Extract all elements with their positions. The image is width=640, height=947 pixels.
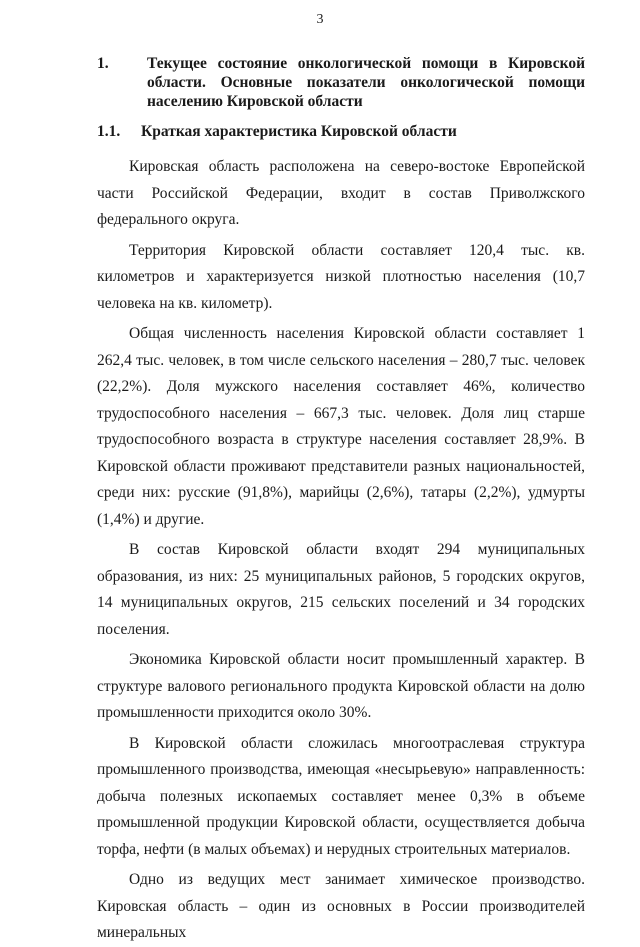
body-text <box>97 154 585 947</box>
paragraph: Территория Кировской области составляет 120,4 тыс. кв. километров и характеризуется низкой плотностью населения (10,7 человека на кв. километр). <box>97 241 585 312</box>
page-number: 3 <box>316 12 324 27</box>
paragraph: Экономика Кировской области носит промышленный характер. В структуре валового регионального продукта Кировской области на долю промышленности приходится около 30%. <box>97 651 585 721</box>
paragraph: Общая численность населения Кировской области составляет 1 262,4 тыс. человек, в том числе сельского населения – 280,7 тыс. человек (22,2%). Доля мужского населения составляет 46%, количество трудоспособного населения – 667,3 тыс. человек. Доля лиц старше трудоспособного возраста в структуре населения составляет 28,9%. В Кировской области проживают представители разных национальностей, среди них: русские (91,8%), марийцы (2,6%), татары (2,2%), удмурты (1,4%) и другие. <box>97 325 585 528</box>
subsection-heading <box>97 122 585 141</box>
subsection-number: 1.1. <box>97 123 121 140</box>
paragraph: В состав Кировской области входят 294 муниципальных образования, из них: 25 муниципальных районов, 5 городских округов, 14 муниципальных округов, 215 сельских поселений и 34 городских поселения. <box>97 541 585 638</box>
section-title: Текущее состояние онкологической помощи в Кировской области. Основные показатели онкологической помощи населению Кировской области <box>147 55 585 110</box>
paragraph: Кировская область расположена на северо-востоке Европейской части Российской Федерации, входит в состав Приволжского федерального округа. <box>97 158 585 228</box>
section-number: 1. <box>97 55 109 72</box>
subsection-title: Краткая характеристика Кировской области <box>141 123 457 140</box>
paragraph: Одно из ведущих мест занимает химическое производство. Кировская область – один из основных в России производителей минеральных <box>97 871 585 941</box>
section-heading <box>97 54 585 111</box>
paragraph: В Кировской области сложилась многоотраслевая структура промышленного производства, имеющая «несырьевую» направленность: добыча полезных ископаемых составляет менее 0,3% в объеме промышленной продукции Кировской области, осуществляется добыча торфа, нефти (в малых объемах) и нерудных строительных материалов. <box>97 734 585 858</box>
